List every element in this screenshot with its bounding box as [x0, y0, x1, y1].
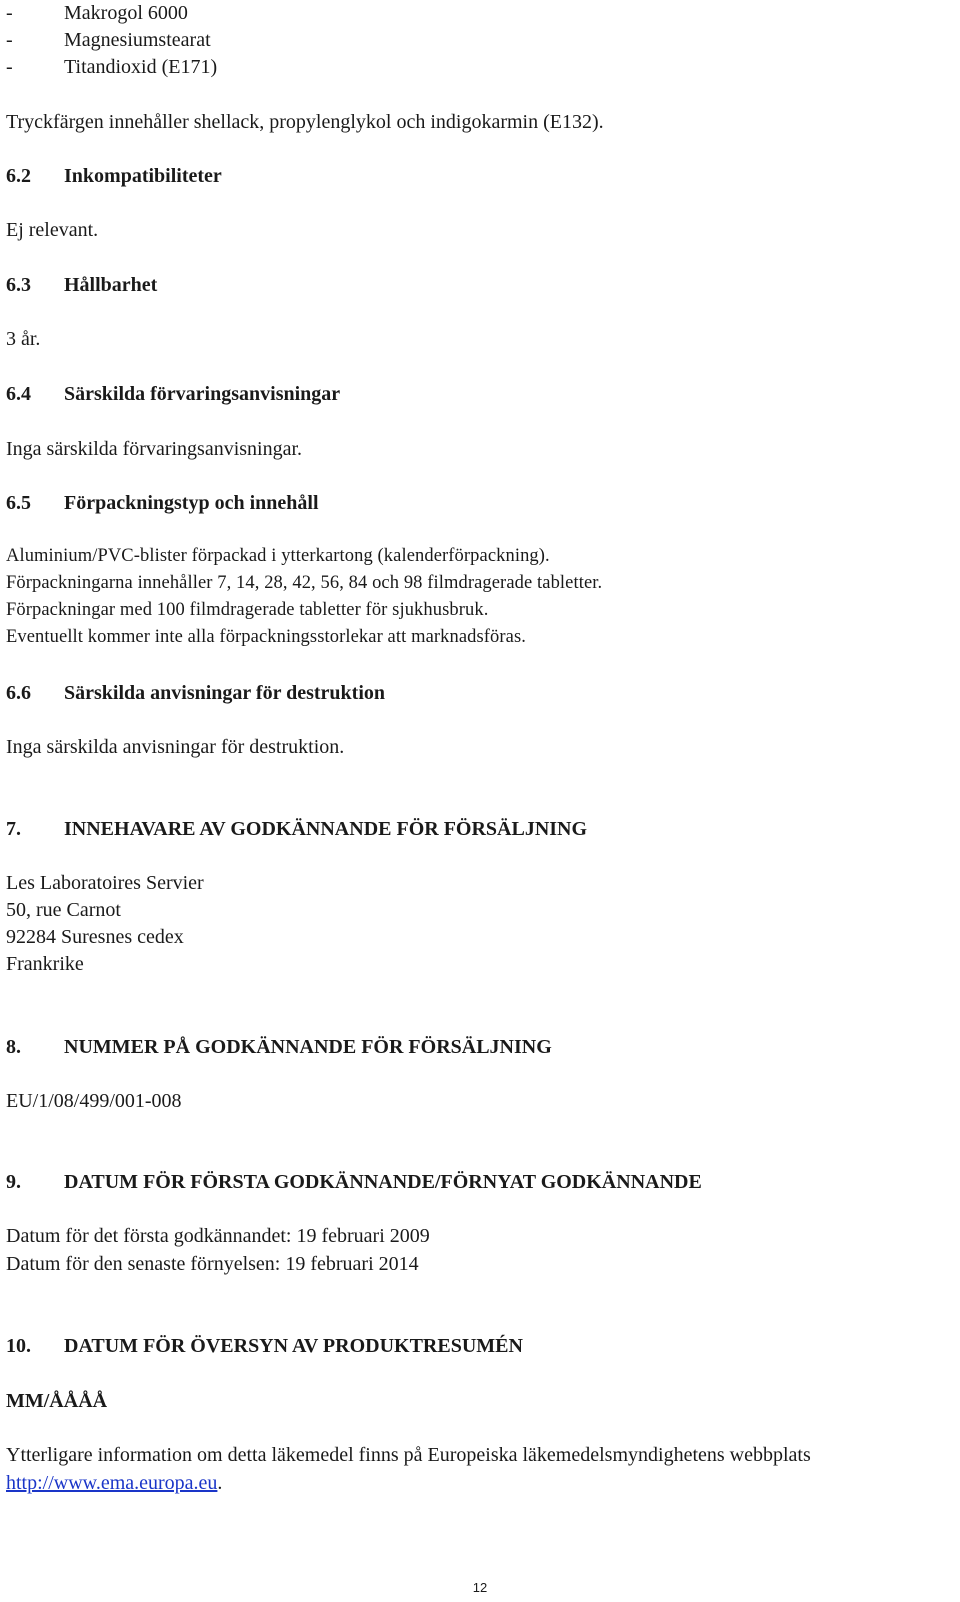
section-body-6-4: Inga särskilda förvaringsanvisningar. — [6, 438, 303, 460]
ink-note: Tryckfärgen innehåller shellack, propylenglykol och indigokarmin (E132). — [6, 111, 604, 133]
address-line: Les Laboratoires Servier — [6, 872, 204, 894]
further-info-link-line: http://www.ema.europa.eu. — [6, 1472, 223, 1494]
packaging-line: Eventuellt kommer inte alla förpackningsstorlekar att marknadsföras. — [6, 627, 527, 647]
authorisation-number: EU/1/08/499/001-008 — [6, 1090, 182, 1112]
section-heading-6-3: 6.3 Hållbarhet — [6, 274, 158, 296]
excipient-item: - Makrogol 6000 — [6, 2, 188, 24]
excipient-item: - Magnesiumstearat — [6, 29, 211, 51]
packaging-line: Förpackningarna innehåller 7, 14, 28, 42, 56, 84 och 98 filmdragerade tabletter. — [6, 573, 603, 593]
packaging-line: Aluminium/PVC-blister förpackad i ytterkartong (kalenderförpackning). — [6, 546, 550, 566]
section-body-6-3: 3 år. — [6, 328, 41, 350]
section-heading-9: 9. DATUM FÖR FÖRSTA GODKÄNNANDE/FÖRNYAT GODKÄNNANDE — [6, 1171, 702, 1193]
section-heading-6-6: 6.6 Särskilda anvisningar för destruktion — [6, 682, 386, 704]
section-body-6-2: Ej relevant. — [6, 219, 99, 241]
section-heading-10: 10. DATUM FÖR ÖVERSYN AV PRODUKTRESUMÉN — [6, 1335, 523, 1357]
further-info-text: Ytterligare information om detta läkemedel finns på Europeiska läkemedelsmyndighetens webbplats — [6, 1444, 811, 1466]
date-line: Datum för den senaste förnyelsen: 19 februari 2014 — [6, 1253, 419, 1275]
section-heading-8: 8. NUMMER PÅ GODKÄNNANDE FÖR FÖRSÄLJNING — [6, 1036, 552, 1058]
section-heading-6-2: 6.2 Inkompatibiliteter — [6, 165, 222, 187]
date-line: Datum för det första godkännandet: 19 februari 2009 — [6, 1225, 430, 1247]
section-heading-6-5: 6.5 Förpackningstyp och innehåll — [6, 492, 319, 514]
address-line: 50, rue Carnot — [6, 899, 121, 921]
section-heading-7: 7. INNEHAVARE AV GODKÄNNANDE FÖR FÖRSÄLJNING — [6, 818, 588, 840]
packaging-line: Förpackningar med 100 filmdragerade tabletter för sjukhusbruk. — [6, 600, 489, 620]
excipient-item: - Titandioxid (E171) — [6, 56, 218, 78]
section-body-6-6: Inga särskilda anvisningar för destruktion. — [6, 736, 345, 758]
ema-website-link[interactable]: http://www.ema.europa.eu — [6, 1472, 218, 1494]
page-number: 12 — [472, 1580, 488, 1595]
address-line: Frankrike — [6, 953, 84, 975]
section-heading-6-4: 6.4 Särskilda förvaringsanvisningar — [6, 383, 341, 405]
revision-date: MM/ÅÅÅÅ — [6, 1390, 108, 1412]
address-line: 92284 Suresnes cedex — [6, 926, 184, 948]
